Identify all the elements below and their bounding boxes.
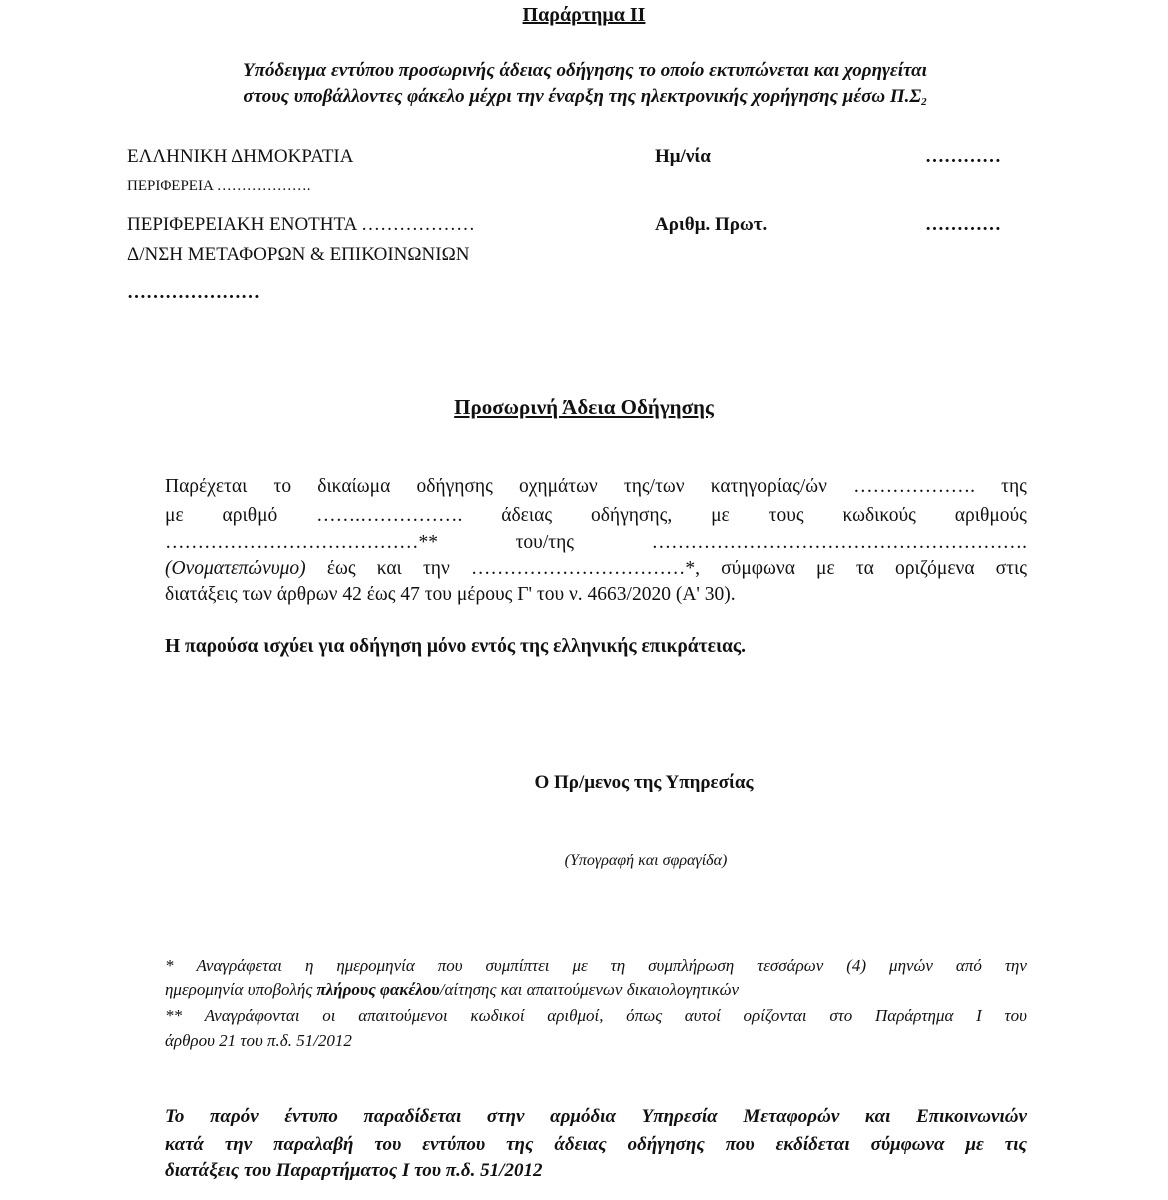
footnote-word: στο: [829, 1006, 853, 1025]
footnote-word: τη: [610, 956, 626, 975]
footnote-word: (4): [846, 956, 867, 975]
republic-label: ΕΛΛΗΝΙΚΗ ΔΗΜΟΚΡΑΤΙΑ: [127, 146, 354, 167]
footnote-word: συμπίπτει: [485, 956, 550, 975]
closing-word: έντυπο: [284, 1106, 338, 1127]
codes-blank: …………………………………**: [165, 532, 438, 553]
footnote-word: απαιτούμενοι: [358, 1006, 448, 1025]
closing-word: Το: [165, 1106, 185, 1127]
document-title: Προσωρινή Άδεια Οδήγησης: [454, 395, 714, 419]
closing-word: με: [965, 1134, 984, 1155]
subtitle-line-2-text: στους υποβάλλοντες φάκελο μέχρι την έναρξη της ηλεκτρονικής χορήγησης μέσω Π.Σ: [243, 86, 922, 107]
footnote-word: με: [572, 956, 588, 975]
body-word: με: [711, 505, 730, 526]
closing-word: Επικοινωνιών: [916, 1106, 1027, 1127]
protocol-number-label: Αριθμ. Πρωτ.: [655, 214, 768, 235]
closing-word: παρόν: [210, 1106, 259, 1127]
body-word: έως: [326, 558, 356, 579]
closing-line-1: [165, 1106, 1027, 1128]
body-word: δικαίωμα: [317, 476, 391, 497]
license-number-blank: …….…………….: [316, 505, 463, 526]
footnote-word: αριθμοί,: [547, 1006, 604, 1025]
closing-word: παραδίδεται: [363, 1106, 462, 1127]
footnote-word: ημερομηνία: [336, 956, 415, 975]
body-word: της/των: [623, 476, 685, 497]
subtitle-line-1: Υπόδειγμα εντύπου προσωρινής άδειας οδήγησης το οποίο εκτυπώνεται και χορηγείται: [243, 60, 927, 81]
subtitle-line-2: [90, 84, 1080, 115]
closing-word: αρμόδια: [550, 1106, 616, 1127]
body-word: αριθμό: [222, 505, 278, 526]
body-word: οδήγησης,: [590, 505, 673, 526]
body-word: με: [816, 558, 835, 579]
body-word: αριθμούς: [954, 505, 1027, 526]
closing-word: άδειας: [554, 1134, 607, 1155]
directorate-label: Δ/ΝΣΗ ΜΕΤΑΦΟΡΩΝ & ΕΠΙΚΟΙΝΩΝΙΩΝ: [127, 244, 470, 265]
body-word: οριζόμενα: [895, 558, 975, 579]
annex-title: Παράρτημα ΙΙ: [522, 4, 646, 26]
validity-statement: Η παρούσα ισχύει για οδήγηση μόνο εντός της ελληνικής επικράτειας.: [165, 636, 747, 657]
closing-word: τις: [1004, 1134, 1027, 1155]
footnote-2-line-1: [165, 1006, 1027, 1026]
body-word: το: [273, 476, 292, 497]
footnote-word: μηνών: [889, 956, 933, 975]
footnote-word: τεσσάρων: [757, 956, 824, 975]
expiry-date-blank: ……………………………*,: [470, 558, 701, 579]
footnote-marker: *: [165, 956, 174, 975]
footnote-word: συμπλήρωση: [648, 956, 735, 975]
body-word: οχημάτων: [518, 476, 598, 497]
body-word: κωδικούς: [842, 505, 916, 526]
footnote-word: η: [304, 956, 314, 975]
date-label: Ημ/νία: [655, 146, 711, 167]
closing-word: οδήγησης: [627, 1134, 705, 1155]
footnote-1-line-1: [165, 956, 1027, 976]
protocol-number-value: …………: [925, 214, 1001, 235]
date-value: …………: [925, 146, 1001, 167]
footnote-word: Ι: [976, 1006, 982, 1025]
footnote-word: όπως: [626, 1006, 663, 1025]
body-word: με: [165, 505, 184, 526]
closing-word: την: [224, 1134, 253, 1155]
category-blank: ……………….: [853, 476, 975, 497]
closing-word: Μεταφορών: [743, 1106, 840, 1127]
closing-word: στην: [486, 1106, 525, 1127]
body-word: τους: [768, 505, 804, 526]
holder-name-blank: ………………………………………………….: [651, 532, 1027, 553]
footnote-word: Αναγράφεται: [196, 956, 282, 975]
footnote-word: κωδικοί: [470, 1006, 525, 1025]
closing-line-2: [165, 1134, 1027, 1156]
body-word: οδήγησης: [416, 476, 493, 497]
footnote-2-line-2: άρθρου 21 του π.δ. 51/2012: [165, 1031, 352, 1050]
footnote-word: οι: [322, 1006, 336, 1025]
closing-word: που: [725, 1134, 755, 1155]
footnote-word: του: [1004, 1006, 1027, 1025]
body-line-5: διατάξεις των άρθρων 42 έως 47 του μέρους Γ' του ν. 4663/2020 (Α' 30).: [165, 584, 736, 605]
body-word: κατηγορίας/ών: [710, 476, 827, 497]
footnote-word: από: [955, 956, 982, 975]
body-line-4: [165, 558, 1027, 580]
subtitle-subscript: 2: [921, 96, 927, 108]
directorate-dots: …………………: [127, 282, 260, 303]
footnote-1-line-2: [165, 980, 1027, 1000]
closing-word: εκδίδεται: [775, 1134, 850, 1155]
regional-unit-label: ΠΕΡΙΦΕΡΕΙΑΚΗ ΕΝΟΤΗΤΑ ………………: [127, 214, 476, 235]
body-line-3: [165, 532, 1027, 554]
body-word: του/της: [515, 532, 575, 553]
body-word: στις: [995, 558, 1027, 579]
body-line-1: [165, 476, 1027, 498]
region-label: ΠΕΡΙΦΕΡΕΙΑ ……………….: [127, 178, 311, 194]
document-subtitle: [90, 58, 1080, 115]
closing-word: και: [864, 1106, 891, 1127]
footnote-word: Αναγράφονται: [204, 1006, 300, 1025]
body-word: της: [1001, 476, 1027, 497]
body-word: Παρέχεται: [165, 476, 248, 497]
closing-word: εντύπου: [422, 1134, 486, 1155]
signature-note: (Υπογραφή και σφραγίδα): [564, 852, 728, 869]
body-word: άδειας: [501, 505, 553, 526]
footnote-word: που: [437, 956, 463, 975]
footnote-marker: **: [165, 1006, 182, 1025]
body-word: σύμφωνα: [721, 558, 795, 579]
footnote-text: /αίτησης και απαιτούμενων δικαιολογητικών: [439, 980, 740, 999]
footnote-word: ορίζονται: [743, 1006, 807, 1025]
footnote-emphasis: πλήρους φακέλου: [316, 980, 440, 999]
footnote-text: ημερομηνία υποβολής: [165, 980, 317, 999]
closing-word: σύμφωνα: [870, 1134, 945, 1155]
closing-word: κατά: [165, 1134, 204, 1155]
full-name-hint: (Ονοματεπώνυμο): [165, 558, 306, 579]
footnote-word: την: [1004, 956, 1027, 975]
closing-word: της: [506, 1134, 534, 1155]
body-word: και: [376, 558, 402, 579]
body-word: την: [422, 558, 450, 579]
signer-title: Ο Πρ/μενος της Υπηρεσίας: [534, 772, 754, 793]
closing-line-3: διατάξεις του Παραρτήματος Ι του π.δ. 51/2012: [165, 1160, 543, 1181]
closing-word: παραλαβή: [273, 1134, 354, 1155]
footnote-word: αυτοί: [684, 1006, 721, 1025]
body-line-2: [165, 505, 1027, 527]
footnote-word: Παράρτημα: [875, 1006, 954, 1025]
body-word: τα: [855, 558, 874, 579]
closing-word: Υπηρεσία: [641, 1106, 718, 1127]
closing-word: του: [374, 1134, 402, 1155]
